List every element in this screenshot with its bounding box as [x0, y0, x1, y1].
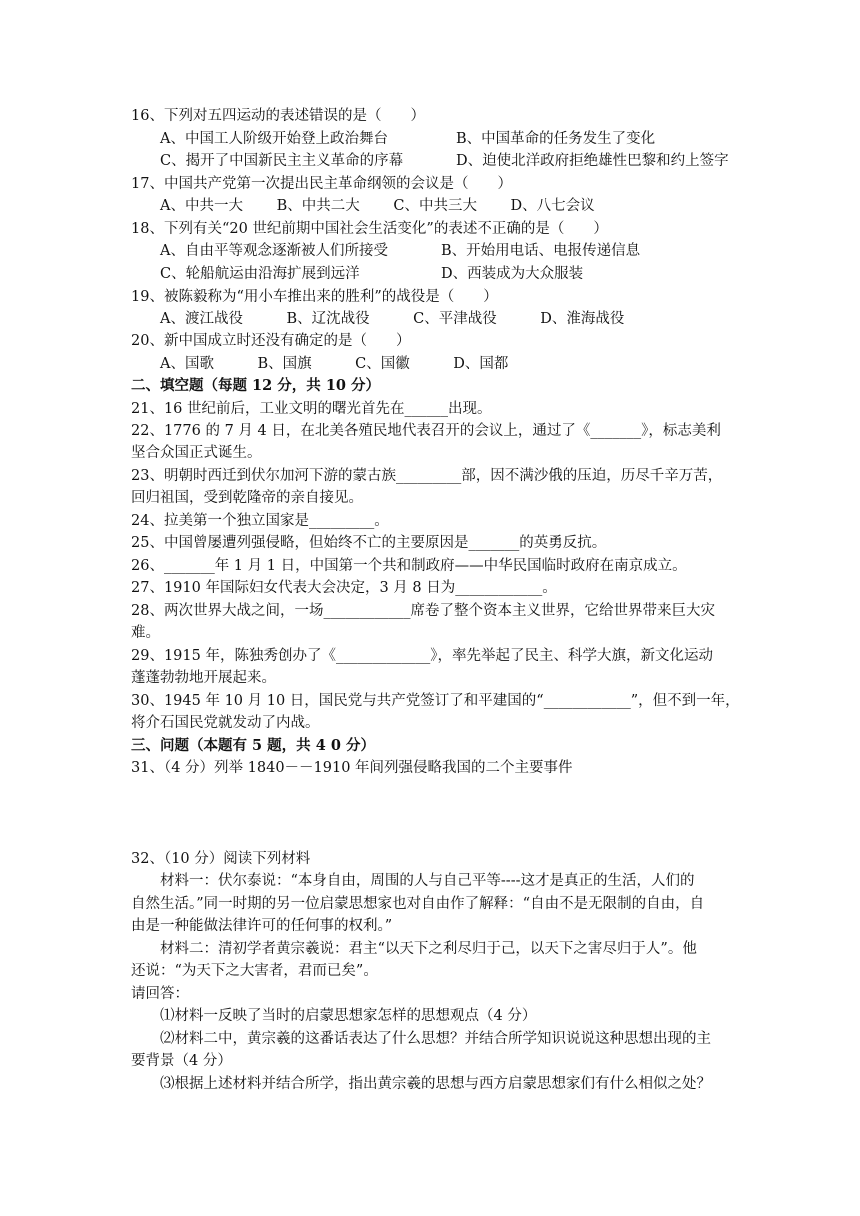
question-30-line-1: 30、1945 年 10 月 10 日，国民党与共产党签订了和平建国的“____________”，但不到一年，	[131, 693, 740, 709]
question-17-stem: 17、中国共产党第一次提出民主革命纲领的会议是（ ）	[131, 176, 512, 192]
question-22-line-2: 坚合众国正式诞生。	[131, 445, 262, 461]
question-24: 24、拉美第一个独立国家是_________。	[131, 513, 389, 529]
question-32-heading: 32、（10 分）阅读下列材料	[131, 851, 311, 867]
material-2-line-2: 还说：“为天下之大害者，君而已矣”。	[131, 963, 378, 979]
section-questions-title: 三、问题（本题有 5 题，共 4 0 分）	[131, 737, 376, 754]
question-29-line-1: 29、1915 年，陈独秀创办了《_____________》，率先举起了民主、科学大旗，新文化运动	[131, 648, 713, 664]
question-28-line-1: 28、两次世界大战之间，一场____________席卷了整个资本主义世界，它给世界带来巨大灾	[131, 603, 715, 619]
question-16-option-c: C、揭开了中国新民主主义革命的序幕	[160, 153, 404, 169]
question-31: 31、（4 分）列举 1840－－1910 年间列强侵略我国的二个主要事件	[131, 760, 573, 776]
sub-question-2-line-2: 要背景（4 分）	[131, 1053, 232, 1069]
question-19-stem: 19、被陈毅称为“用小车推出来的胜利”的战役是（ ）	[131, 289, 498, 305]
question-29-line-2: 蓬蓬勃勃地开展起来。	[131, 670, 276, 686]
question-27: 27、1910 年国际妇女代表大会决定，3 月 8 日为____________。	[131, 580, 557, 596]
question-18-option-d: D、西装成为大众服装	[441, 266, 584, 282]
material-1-line-1: 材料一：伏尔泰说：“本身自由，周围的人与自己平等----这才是真正的生活，人们的	[160, 873, 695, 889]
question-16-stem: 16、下列对五四运动的表述错误的是（ ）	[131, 108, 425, 124]
material-1-line-3: 由是一种能做法律许可的任何事的权利。”	[131, 918, 393, 934]
question-16-option-b: B、中国革命的任务发生了变化	[456, 131, 656, 147]
question-30-line-2: 将介石国民党就发动了内战。	[131, 715, 320, 731]
question-20-options: A、国歌 B、国旗 C、国徽 D、国都	[160, 356, 509, 372]
question-23-line-2: 回归祖国，受到乾隆帝的亲自接见。	[131, 490, 363, 506]
section-fill-blank-title: 二、填空题（每题 12 分，共 10 分）	[131, 377, 381, 394]
question-25: 25、中国曾屡遭列强侵略，但始终不亡的主要原因是_______的英勇反抗。	[131, 535, 607, 551]
material-2-line-1: 材料二：清初学者黄宗羲说：君主“以天下之利尽归于己，以天下之害尽归于人”。他	[160, 941, 697, 957]
question-23-line-1: 23、明朝时西迁到伏尔加河下游的蒙古族_________部，因不满沙俄的压迫，历尽千辛万苦，	[131, 468, 723, 484]
question-18-option-c: C、轮船航运由沿海扩展到远洋	[160, 266, 360, 282]
sub-question-3: ⑶根据上述材料并结合所学，指出黄宗羲的思想与西方启蒙思想家们有什么相似之处？	[160, 1076, 711, 1092]
material-1-line-2: 自然生活。”同一时期的另一位启蒙思想家也对自由作了解释：“自由不是无限制的自由，自	[131, 896, 705, 912]
sub-question-1: ⑴材料一反映了当时的启蒙思想家怎样的思想观点（4 分）	[160, 1008, 537, 1024]
answer-prompt: 请回答：	[131, 986, 189, 1002]
question-19-options: A、渡江战役 B、辽沈战役 C、平津战役 D、淮海战役	[160, 311, 625, 327]
question-18-option-a: A、自由平等观念逐渐被人们所接受	[160, 243, 388, 259]
question-21: 21、16 世纪前后，工业文明的曙光首先在______出现。	[131, 401, 492, 417]
question-17-options: A、中共一大 B、中共二大 C、中共三大 D、八七会议	[160, 198, 595, 214]
question-22-line-1: 22、1776 的 7 月 4 日，在北美各殖民地代表召开的会议上，通过了《_______》，标志美利	[131, 423, 721, 439]
question-16-option-d: D、迫使北洋政府拒绝雄性巴黎和约上签字	[456, 153, 729, 169]
question-20-stem: 20、新中国成立时还没有确定的是（ ）	[131, 333, 411, 349]
question-16-option-a: A、中国工人阶级开始登上政治舞台	[160, 131, 388, 147]
question-18-stem: 18、下列有关“20 世纪前期中国社会生活变化”的表述不正确的是（ ）	[131, 221, 608, 237]
question-28-line-2: 难。	[131, 625, 160, 641]
sub-question-2-line-1: ⑵材料二中，黄宗羲的这番话表达了什么思想？并结合所学知识说说这种思想出现的主	[160, 1031, 711, 1047]
question-26: 26、_______年 1 月 1 日，中国第一个共和制政府——中华民国临时政府在南京成立。	[131, 558, 687, 574]
question-18-option-b: B、开始用电话、电报传递信息	[441, 243, 641, 259]
